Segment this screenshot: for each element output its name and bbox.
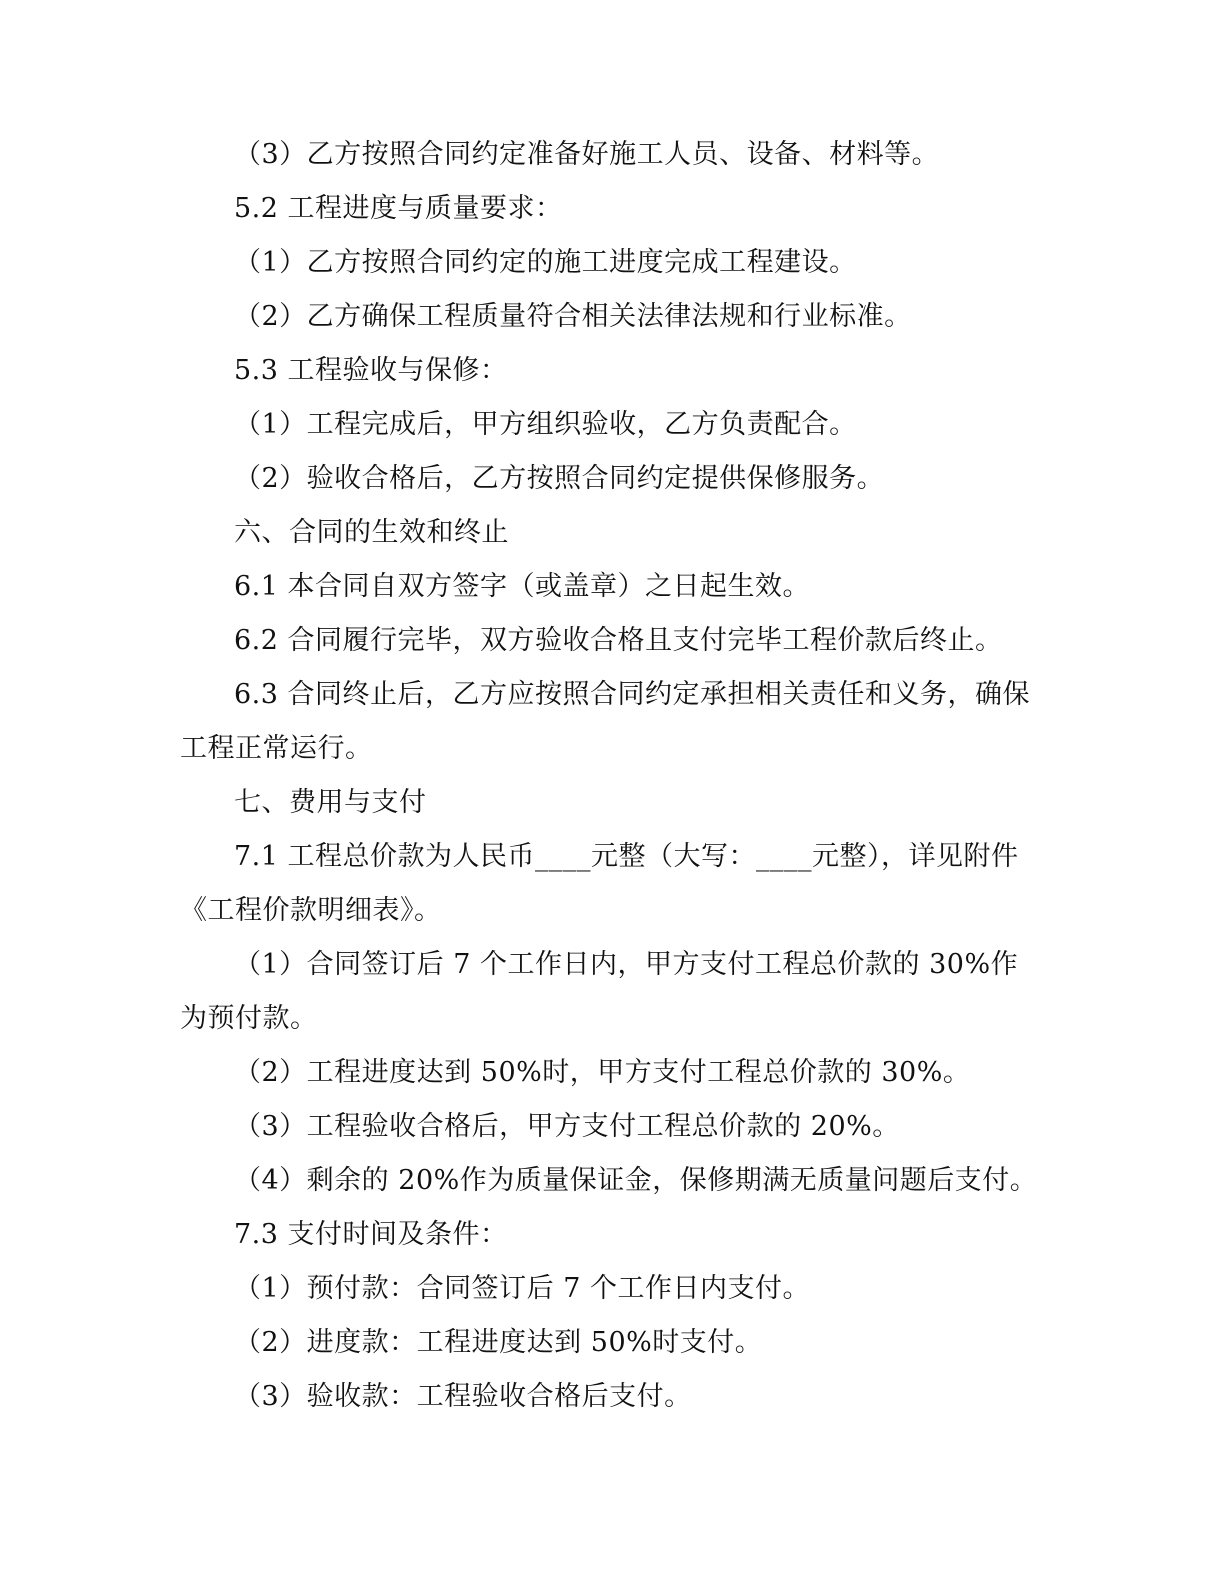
clause-6-2: 6.2 合同履行完毕，双方验收合格且支付完毕工程价款后终止。 bbox=[234, 625, 1003, 656]
payment-item-4: （4）剩余的 20%作为质量保证金，保修期满无质量问题后支付。 bbox=[234, 1165, 1038, 1196]
payment-condition-2: （2）进度款：工程进度达到 50%时支付。 bbox=[234, 1327, 763, 1358]
chapter-heading-6: 六、合同的生效和终止 bbox=[234, 517, 509, 548]
chapter-heading-7: 七、费用与支付 bbox=[234, 787, 427, 818]
clause-7-1: 7.1 工程总价款为人民币____元整（大写：____元整），详见附件《工程价款明细表》。 bbox=[180, 841, 1019, 926]
paragraph-item-2-warranty: （2）验收合格后，乙方按照合同约定提供保修服务。 bbox=[234, 463, 885, 494]
clause-6-3: 6.3 合同终止后，乙方应按照合同约定承担相关责任和义务，确保工程正常运行。 bbox=[180, 679, 1031, 764]
payment-item-2: （2）工程进度达到 50%时，甲方支付工程总价款的 30%。 bbox=[234, 1057, 971, 1088]
paragraph-item-3-prep: （3）乙方按照合同约定准备好施工人员、设备、材料等。 bbox=[234, 139, 940, 170]
clause-6-1: 6.1 本合同自双方签字（或盖章）之日起生效。 bbox=[234, 571, 811, 602]
payment-item-1: （1）合同签订后 7 个工作日内，甲方支付工程总价款的 30%作为预付款。 bbox=[180, 949, 1019, 1034]
section-heading-7-3: 7.3 支付时间及条件： bbox=[234, 1219, 508, 1250]
section-heading-5-3: 5.3 工程验收与保修： bbox=[234, 355, 508, 386]
payment-condition-1: （1）预付款：合同签订后 7 个工作日内支付。 bbox=[234, 1273, 811, 1304]
payment-condition-3: （3）验收款：工程验收合格后支付。 bbox=[234, 1381, 692, 1412]
payment-item-3: （3）工程验收合格后，甲方支付工程总价款的 20%。 bbox=[234, 1111, 900, 1142]
section-heading-5-2: 5.2 工程进度与质量要求： bbox=[234, 193, 563, 224]
paragraph-item-1-progress: （1）乙方按照合同约定的施工进度完成工程建设。 bbox=[234, 247, 857, 278]
paragraph-item-2-quality: （2）乙方确保工程质量符合相关法律法规和行业标准。 bbox=[234, 301, 912, 332]
paragraph-item-1-acceptance: （1）工程完成后，甲方组织验收，乙方负责配合。 bbox=[234, 409, 857, 440]
document-body bbox=[180, 128, 1040, 1424]
